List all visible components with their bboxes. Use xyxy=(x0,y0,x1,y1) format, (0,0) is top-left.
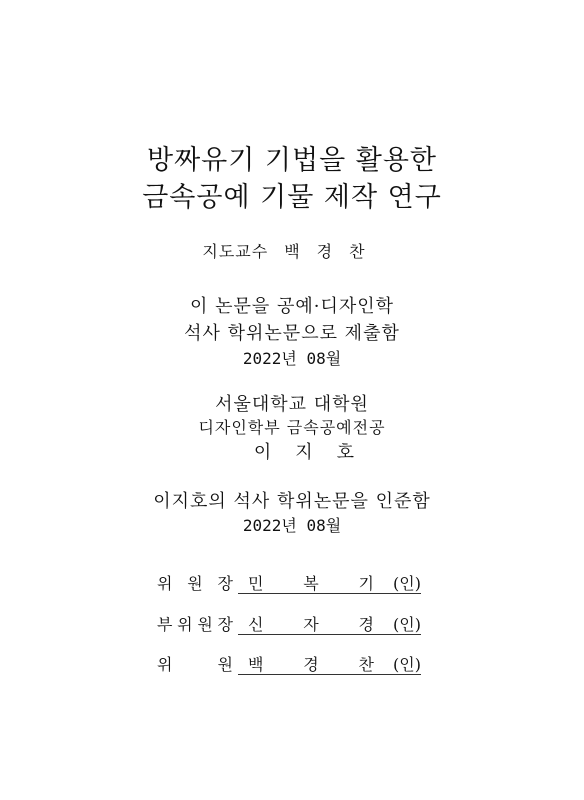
author-name: 이지호 xyxy=(253,442,379,463)
advisor-label: 지도교수 xyxy=(202,242,269,261)
thesis-title-line-2: 금속공예 기물 제작 연구 xyxy=(142,182,442,213)
seal-mark: (인) xyxy=(393,574,421,593)
committee-member-name: 백 경 찬 xyxy=(248,655,374,674)
committee-role: 위 원 장 xyxy=(157,574,233,593)
school-name: 서울대학교 대학원 xyxy=(215,394,369,415)
signature-line xyxy=(238,571,421,594)
signature-line xyxy=(238,612,421,635)
approval-date: 2022년 08월 xyxy=(242,516,342,535)
committee-role: 위 원 xyxy=(157,655,233,674)
thesis-title-line-1: 방짜유기 기법을 활용한 xyxy=(147,145,437,176)
advisor-name: 백경찬 xyxy=(284,242,382,261)
committee-member-name: 신 자 경 xyxy=(248,615,374,634)
signature-line xyxy=(238,652,421,675)
committee-role: 부 위 원 장 xyxy=(157,615,233,634)
approval-statement: 이지호의 석사 학위논문을 인준함 xyxy=(153,491,431,512)
advisor-line xyxy=(0,239,584,262)
department-name: 디자인학부 금속공예전공 xyxy=(198,418,386,437)
committee-row xyxy=(0,571,584,597)
committee-row xyxy=(0,652,584,678)
submission-line-2: 석사 학위논문으로 제출함 xyxy=(184,323,400,344)
submission-date: 2022년 08월 xyxy=(242,349,342,368)
committee-row xyxy=(0,612,584,638)
submission-line-1: 이 논문을 공예·디자인학 xyxy=(189,296,395,317)
seal-mark: (인) xyxy=(393,655,421,674)
committee-member-name: 민 복 기 xyxy=(248,574,374,593)
seal-mark: (인) xyxy=(393,615,421,634)
